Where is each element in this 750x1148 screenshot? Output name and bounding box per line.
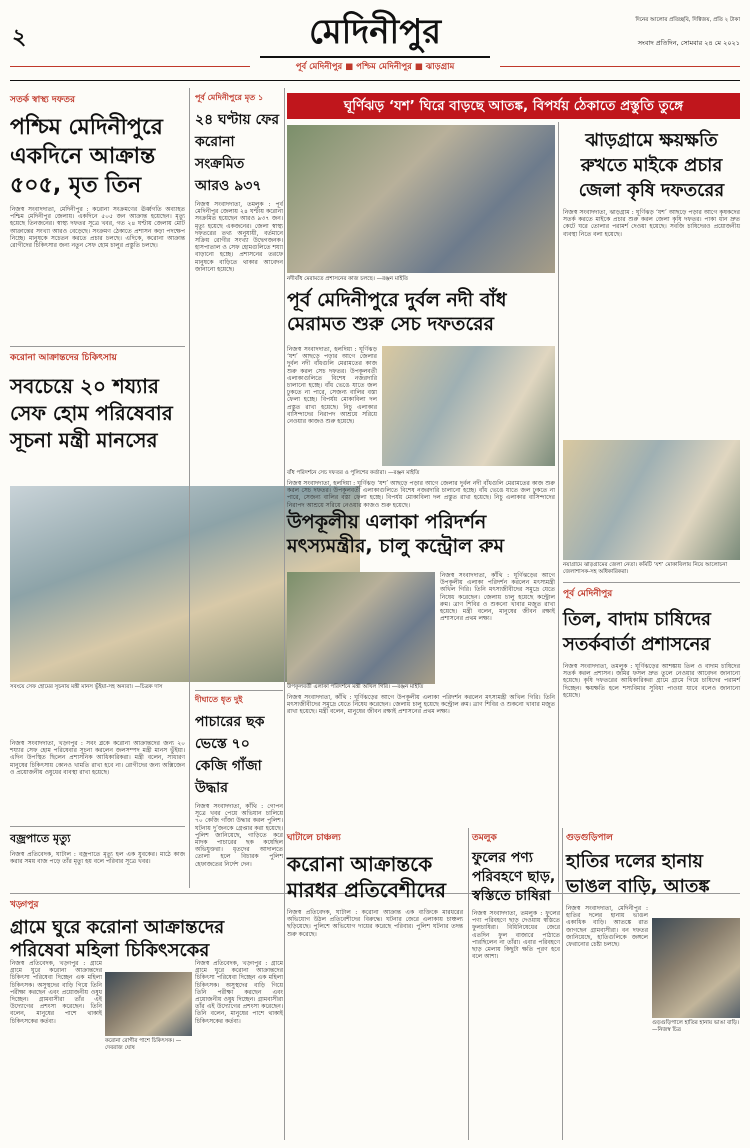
article-body: নিজস্ব সংবাদদাতা, খড়্গপুর : সবং ব্লকে করোনা আক্রান্তদের জন্য ২০ শয্যার সেফ হোম পরিষেবার সূচনা করলেন জলসম্পদ মন্ত্রী মানস ভুঁইয়া। এদিন উপস্থিত ছিলেন প্রশাসনিক আধিকারিকরা। মন্ত্রী বলেন, সাধারণ মানুষের চিকিৎসায় কোনও খামতি রাখা হবে না। রোগীদের জন্য অক্সিজেন ও প্রয়োজনীয় ওষুধের ব্যবস্থা রাখা হয়েছে। xyxy=(10,740,185,776)
section-item: ঝাড়গ্রাম xyxy=(425,62,455,72)
kicker: পূর্ব মেদিনীপুর xyxy=(563,589,613,599)
masthead-bottom-rule xyxy=(10,80,740,81)
damaged-house-photo xyxy=(652,918,740,1018)
doctor-photo xyxy=(105,972,192,1036)
headline: উপকূলীয় এলাকা পরিদর্শন মৎস্যমন্ত্রীর, চালু কন্ট্রোল রুম xyxy=(287,511,505,557)
headline: করোনা আক্রান্তকে মারধর প্রতিবেশীদের xyxy=(287,852,447,902)
photo-caption: করোনা রোগীর পাশে চিকিৎসক। —দেবরাজ ঘোষ xyxy=(105,1038,182,1051)
headline: পাচারের ছক ভেস্তে ৭০ কেজি গাঁজা উদ্ধার xyxy=(195,714,265,796)
article-body: নিজস্ব সংবাদদাতা, তমলুক : পূর্ব মেদিনীপুর জেলায় ২৪ ঘণ্টায় করোনা সংক্রমিত হয়েছেন আরও ৯৩৭ জন। মৃত্যু হয়েছে একজনের। জেলা স্বাস্থ্য দফতরের তথ্য অনুযায়ী, বর্তমানে সক্রিয় রোগীর সংখ্যা উদ্বেগজনক। হাসপাতাল ও সেফ হোমগুলিতে শয্যা বাড়ানো হচ্ছে। প্রশাসনের তরফে মানুষকে বাড়িতে থাকার আবেদন জানানো হয়েছে। xyxy=(195,201,283,273)
top-right-line: দিনের আলোর প্রতিচ্ছবি, দিগ্বিজয়, প্রতি ২ টাকা xyxy=(635,17,740,23)
kicker: পূর্ব মেদিনীপুরে মৃত ১ xyxy=(195,93,264,102)
kicker: তমলুক xyxy=(472,833,497,843)
headline: পশ্চিম মেদিনীপুরে একদিনে আক্রান্ত ৫০৫, মৃত তিন xyxy=(10,115,163,198)
photo-caption: গুড়গুড়িপালে হাতির হানায় ভাঙা বাড়ি। —নিজস্ব চিত্র xyxy=(652,1020,740,1033)
date-line: সংবাদ প্রতিদিন, সোমবার ২৪ মে ২০২১ xyxy=(637,39,740,47)
story-bengal-west-cases xyxy=(10,92,185,344)
story-oilseed-farmers xyxy=(563,586,740,826)
inspection-photo xyxy=(382,346,555,466)
story-flower-transport xyxy=(472,830,560,1142)
article-body: নিজস্ব সংবাদদাতা, তমলুক : ফুলের পণ্য পরিবহণে ছাড় দেওয়ায় স্বস্তিতে ফুলচাষিরা। বিধিনিষেধের জেরে এতদিন ফুল বাজারে পাঠাতে পারছিলেন না তাঁরা। এবার পরিবহণে ছাড় মেলায় কিছুটা ক্ষতি পূরণ হবে বলে আশা। xyxy=(472,910,560,961)
kicker: গুড়গুড়িপাল xyxy=(566,833,613,843)
masthead-rule-right xyxy=(500,66,740,67)
kicker: বজ্রপাতে মৃত্যু xyxy=(10,832,71,845)
kicker: সতর্ক স্বাস্থ্য দফতর xyxy=(10,95,75,105)
kicker: ঘাটালে চাঞ্চল্য xyxy=(287,833,341,843)
coastal-photo xyxy=(287,572,435,684)
headline: তিল, বাদাম চাষিদের সতর্কবার্তা প্রশাসনের xyxy=(563,609,711,655)
story-assault xyxy=(287,830,463,1142)
divider xyxy=(563,582,740,583)
kicker: খড়্গপুর xyxy=(10,900,39,910)
story-ganja-seizure xyxy=(195,694,283,894)
photo-caption: নদীবাঁধ মেরামতে প্রশাসনের কাজ চলছে। —রঞ্জন মাইতি xyxy=(287,276,409,282)
divider xyxy=(10,826,185,827)
headline: সবচেয়ে ২০ শয্যার সেফ হোম পরিষেবার সূচনা মন্ত্রী মানসের xyxy=(10,374,173,452)
article-body: নিজস্ব প্রতিবেদক, ঘাটাল : করোনা আক্রান্ত এক ব্যক্তিকে মারধরের অভিযোগ উঠল প্রতিবেশীদের বিরুদ্ধে। ঘটনার জেরে এলাকায় চাঞ্চল্য ছড়িয়েছে। পুলিশে অভিযোগ দায়ের করেছে পরিবার। পুলিশ ঘটনার তদন্ত শুরু করেছে। xyxy=(287,909,463,938)
meeting-photo xyxy=(563,440,740,560)
masthead-rule-left xyxy=(10,66,250,67)
story-lightning xyxy=(10,830,185,892)
banner-text: ঘূর্ণিঝড় ‘যশ’ ঘিরে বাড়ছে আতঙ্ক, বিপর্যয় ঠেকাতে প্রস্তুতি তুঙ্গে xyxy=(343,98,684,114)
page-number: ২ xyxy=(12,25,27,50)
column-rule xyxy=(558,122,559,892)
headline: পূর্ব মেদিনীপুরে দুর্বল নদী বাঁধ মেরামত শুরু সেচ দফতরের xyxy=(287,289,507,335)
kicker: করোনা আক্রান্তদের চিকিৎসায় xyxy=(10,353,117,363)
column-rule xyxy=(562,828,563,1140)
photo-caption: উপকূলবর্তী এলাকা পরিদর্শনে মন্ত্রী অখিল গিরি। —রঞ্জন মাইতি xyxy=(287,684,424,690)
article-body: নিজস্ব সংবাদদাতা, কাঁথি : গোপন সূত্রে খবর পেয়ে অভিযান চালিয়ে ৭০ কেজি গাঁজা উদ্ধার করল পুলিশ। ঘটনায় দু’জনকে গ্রেপ্তার করা হয়েছে। পুলিশ জানিয়েছে, গাড়িতে করে মাদক পাচারের ছক কষেছিল অভিযুক্তরা। ধৃতদের আদালতে তোলা হলে বিচারক পুলিশ হেফাজতের নির্দেশ দেন। xyxy=(195,803,283,868)
story-minister-visit xyxy=(287,510,555,570)
embankment-photo xyxy=(287,125,555,273)
article-body: নিজস্ব সংবাদদাতা, কাঁথি : ঘূর্ণিঝড়ের আগে উপকূলীয় এলাকা পরিদর্শন করলেন মৎস্যমন্ত্রী অখিল গিরি। তিনি মৎস্যজীবীদের সমুদ্রে যেতে নিষেধ করেছেন। জেলায় চালু হয়েছে কন্ট্রোল রুম। ত্রাণ শিবির ও শুকনো খাবার মজুত রাখা হয়েছে। মন্ত্রী বলেন, মানুষের জীবন রক্ষাই প্রশাসনের প্রথম লক্ষ্য। xyxy=(440,572,555,623)
article-body-cont: নিজস্ব সংবাদদাতা, হলদিয়া : ঘূর্ণিঝড় ‘যশ’ আছড়ে পড়ার আগে জেলার দুর্বল নদী বাঁধগুলি মেরামতের কাজ শুরু করল সেচ দফতর। উপকূলবর্তী এলাকাগুলিতে বিশেষ নজরদারি চালানো হচ্ছে। বাঁধ ভেঙে যাতে জল ঢুকতে না পারে, সেজন্য বালির বস্তা ফেলা হচ্ছে। বিপর্যয় মোকাবিলা দল প্রস্তুত রাখা হয়েছে। নিচু এলাকার বাসিন্দাদের নিরাপদ আশ্রয়ে সরিয়ে নেওয়ার কাজও শুরু হয়েছে। xyxy=(287,480,555,509)
kicker: দীঘাতে ধৃত দুই xyxy=(195,695,243,704)
article-body: নিজস্ব সংবাদদাতা, ঝাড়গ্রাম : ঘূর্ণিঝড় ‘যশ’ আছড়ে পড়ার আগে কৃষকদের সতর্ক করতে মাইকে প্রচার শুরু করল জেলা কৃষি দফতর। পাকা ধান দ্রুত কেটে ঘরে তোলার পরামর্শ দেওয়া হয়েছে। সবজি চাষিদেরও প্রয়োজনীয় ব্যবস্থা নিতে বলা হয়েছে। xyxy=(563,209,740,238)
divider xyxy=(195,690,283,691)
headline: হাতির দলের হানায় ভাঙল বাড়ি, আতঙ্ক xyxy=(566,851,710,897)
section-separator: ■ xyxy=(414,62,426,72)
article-body-cont: নিজস্ব প্রতিবেদক, খড়্গপুর : গ্রামে গ্রামে ঘুরে করোনা আক্রান্তদের চিকিৎসা পরিষেবা দিচ্ছেন এক মহিলা চিকিৎসক। অসুস্থদের বাড়ি গিয়ে তিনি পরীক্ষা করছেন এবং প্রয়োজনীয় ওষুধ দিচ্ছেন। গ্রামবাসীরা তাঁর এই উদ্যোগের প্রশংসা করেছেন। তিনি বলেন, মানুষের পাশে থাকাই চিকিৎসকের কর্তব্য। xyxy=(195,960,283,1025)
divider xyxy=(10,346,185,347)
article-body: নিজস্ব সংবাদদাতা, তমলুক : ঘূর্ণিঝড়ের আশঙ্কায় তিল ও বাদাম চাষিদের সতর্ক করল প্রশাসন। জমির ফসল দ্রুত তুলে নেওয়ার আবেদন জানানো হয়েছে। কৃষি দফতরের আধিকারিকরা গ্রামে গ্রামে গিয়ে চাষিদের পরামর্শ দিচ্ছেন। ক্ষয়ক্ষতি হলে শস্যবিমার সুবিধা পাওয়া যাবে বলেও জানানো হয়েছে। xyxy=(563,663,740,699)
photo-caption: বাঁধ পরিদর্শনে সেচ দফতর ও পুলিশের কর্তারা। —রঞ্জন মাইতি xyxy=(287,470,420,476)
photo-caption: সবংয়ে সেফ হোমের সূচনায় মন্ত্রী মানস ভুঁইয়া-সহ অন্যরা। —চিত্রক দাস xyxy=(10,684,163,690)
article-body: নিজস্ব সংবাদদাতা, হলদিয়া : ঘূর্ণিঝড় ‘যশ’ আছড়ে পড়ার আগে জেলার দুর্বল নদী বাঁধগুলি মেরামতের কাজ শুরু করল সেচ দফতর। উপকূলবর্তী এলাকাগুলিতে বিশেষ নজরদারি চালানো হচ্ছে। বাঁধ ভেঙে যাতে জল ঢুকতে না পারে, সেজন্য বালির বস্তা ফেলা হচ্ছে। বিপর্যয় মোকাবিলা দল প্রস্তুত রাখা হয়েছে। নিচু এলাকার বাসিন্দাদের নিরাপদ আশ্রয়ে সরিয়ে নেওয়ার কাজও শুরু হয়েছে। xyxy=(287,346,377,426)
section-item: পশ্চিম মেদিনীপুর xyxy=(356,62,412,72)
story-jhargram-agri xyxy=(563,128,740,318)
headline: ফুলের পণ্য পরিবহণে ছাড়, স্বস্তিতে চাষিরা xyxy=(472,850,556,904)
column-rule xyxy=(468,828,469,1140)
masthead xyxy=(0,0,750,84)
page-title: মেদিনীপুর xyxy=(260,8,490,58)
cyclone-banner xyxy=(287,93,740,119)
section-nav xyxy=(0,60,750,74)
article-body: নিজস্ব প্রতিবেদক, ঘাটাল : বজ্রপাতে মৃত্যু হল এক যুবকের। মাঠে কাজ করার সময় বাজ পড়ে তাঁর মৃত্যু হয় বলে পরিবার সূত্রে খবর। xyxy=(10,851,185,866)
headline: ঝাড়গ্রামে ক্ষয়ক্ষতি রুখতে মাইকে প্রচার জেলা কৃষি দফতরের xyxy=(578,130,725,201)
column-rule xyxy=(189,88,190,888)
headline: গ্রামে ঘুরে করোনা আক্রান্তদের পরিষেবা মহিলা চিকিৎসকের xyxy=(10,917,225,961)
article-body: নিজস্ব সংবাদদাতা, মেদিনীপুর : হাতির দলের হানায় ভাঙল একাধিক বাড়ি। আতঙ্কে রাত জাগছেন গ্রামবাসীরা। বন দফতর জানিয়েছে, হাতিগুলিকে জঙ্গলে ফেরানোর চেষ্টা চলছে। xyxy=(566,905,648,949)
headline: ২৪ ঘণ্টায় ফের করোনা সংক্রমিত আরও ৯৩৭ xyxy=(195,112,280,194)
article-body: নিজস্ব প্রতিবেদক, খড়্গপুর : গ্রামে গ্রামে ঘুরে করোনা আক্রান্তদের চিকিৎসা পরিষেবা দিচ্ছেন এক মহিলা চিকিৎসক। অসুস্থদের বাড়ি গিয়ে তিনি পরীক্ষা করছেন এবং প্রয়োজনীয় ওষুধ দিচ্ছেন। গ্রামবাসীরা তাঁর এই উদ্যোগের প্রশংসা করেছেন। তিনি বলেন, মানুষের পাশে থাকাই চিকিৎসকের কর্তব্য। xyxy=(10,960,102,1025)
column-rule xyxy=(284,88,285,1140)
article-body-cont: নিজস্ব সংবাদদাতা, কাঁথি : ঘূর্ণিঝড়ের আগে উপকূলীয় এলাকা পরিদর্শন করলেন মৎস্যমন্ত্রী অখিল গিরি। তিনি মৎস্যজীবীদের সমুদ্রে যেতে নিষেধ করেছেন। জেলায় চালু হয়েছে কন্ট্রোল রুম। ত্রাণ শিবির ও শুকনো খাবার মজুত রাখা হয়েছে। মন্ত্রী বলেন, মানুষের জীবন রক্ষাই প্রশাসনের প্রথম লক্ষ্য। xyxy=(287,694,555,716)
photo-caption: নয়াগ্রামে ঝাড়গ্রামের জেলা নেতা। কমিটি ‘যশ’ মোকাবিলায় নিয়ে আলোচনা জেলাশাসক-সহ অধিকারিকরা। xyxy=(563,562,728,575)
article-body: নিজস্ব সংবাদদাতা, মেদিনীপুর : করোনা সংক্রমণের ঊর্ধ্বগতি অব্যাহত পশ্চিম মেদিনীপুর জেলায়। একদিনে ৫০৫ জন আক্রান্ত হয়েছেন। মৃত্যু হয়েছে তিনজনের। স্বাস্থ্য দফতর সূত্রে খবর, গত ২৪ ঘণ্টায় জেলায় মোট আক্রান্তের সংখ্যা আরও বেড়েছে। সংক্রমণ ঠেকাতে প্রশাসন কড়া পদক্ষেপ নিচ্ছে। মানুষকে সচেতন করতে প্রচার চলছে। এদিকে, করোনা আক্রান্ত রোগীদের চিকিৎসার জন্য নতুন সেফ হোম চালুর প্রস্তুতি চলছে। xyxy=(10,206,185,250)
section-item: পূর্ব মেদিনীপুর xyxy=(295,62,343,72)
story-east-cases xyxy=(195,92,283,364)
section-separator: ■ xyxy=(345,62,357,72)
